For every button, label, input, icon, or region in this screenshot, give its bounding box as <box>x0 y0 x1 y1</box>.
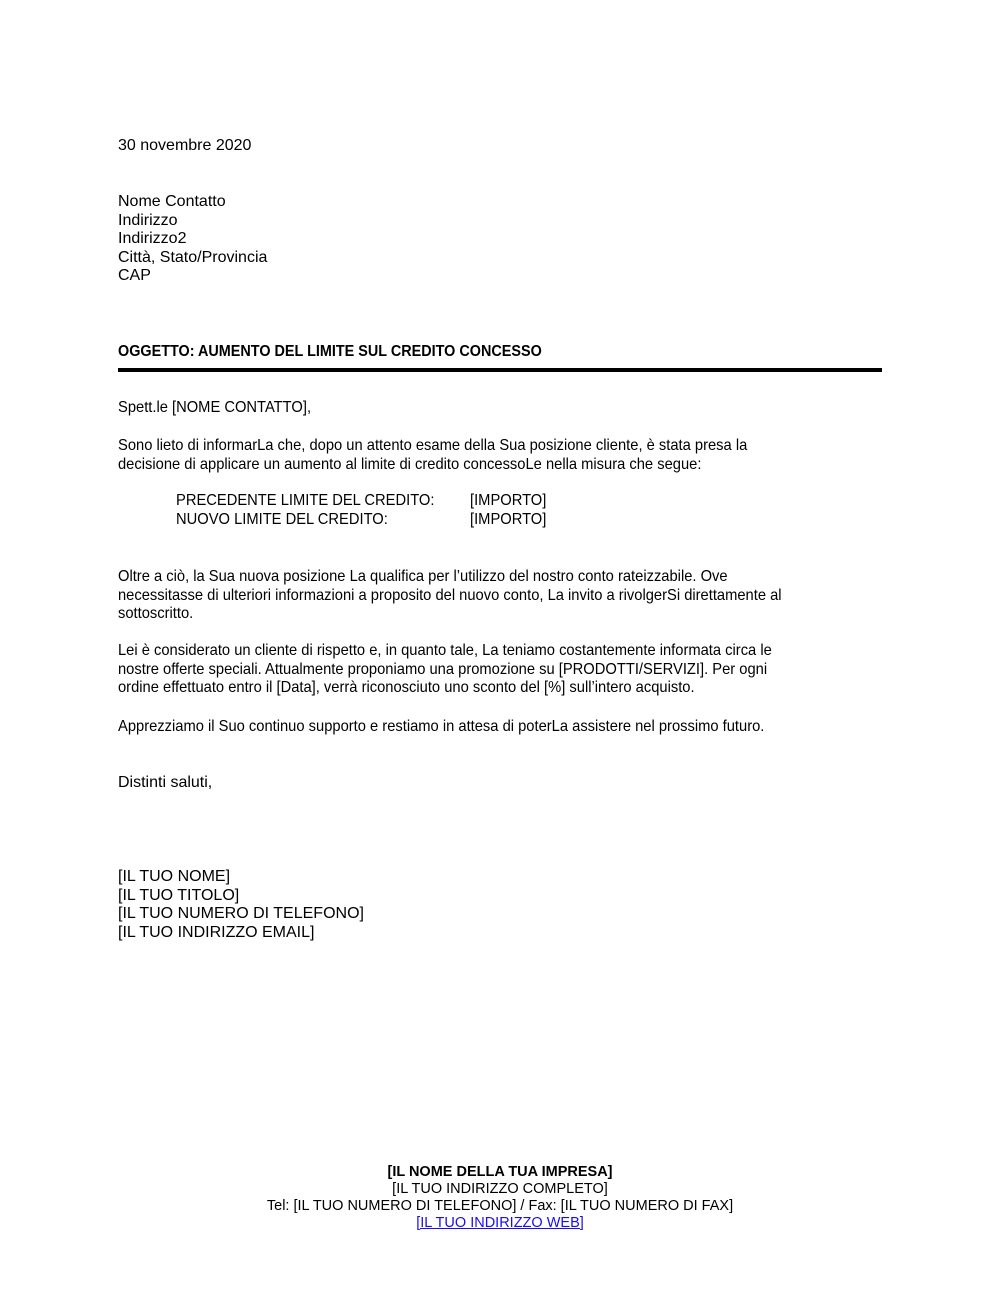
previous-limit-label: PRECEDENTE LIMITE DEL CREDITO: <box>176 492 435 509</box>
recipient-address-line-1: Indirizzo <box>118 211 178 229</box>
recipient-address-block <box>118 193 267 286</box>
paragraph-line: Sono lieto di informarLa che, dopo un attento esame della Sua posizione cliente, è stata presa la <box>118 437 748 454</box>
footer-contact: Tel: [IL TUO NUMERO DI TELEFONO] / Fax: [IL TUO NUMERO DI FAX] <box>266 1198 734 1214</box>
paragraph-line: sottoscritto. <box>118 605 194 622</box>
recipient-city-state: Città, Stato/Provincia <box>118 248 268 266</box>
credit-limit-table <box>176 492 553 529</box>
paragraph-line: ordine effettuato entro il [Data], verrà riconosciuto uno sconto del [%] sull’intero acquisto. <box>118 679 695 696</box>
footer-company-name: [IL NOME DELLA TUA IMPRESA] <box>387 1164 613 1180</box>
closing <box>118 774 212 793</box>
recipient-address-line-2: Indirizzo2 <box>118 230 187 247</box>
subject-text: OGGETTO: AUMENTO DEL LIMITE SUL CREDITO CONCESSO <box>118 343 542 360</box>
paragraph-installment-account <box>118 568 839 624</box>
recipient-name: Nome Contatto <box>118 193 226 210</box>
signature-title: [IL TUO TITOLO] <box>118 886 240 904</box>
paragraph-line: Apprezziamo il Suo continuo supporto e restiamo in attesa di poterLa assistere nel prossimo futuro. <box>118 718 765 735</box>
signature-email: [IL TUO INDIRIZZO EMAIL] <box>118 923 315 941</box>
recipient-postal-code: CAP <box>118 267 151 284</box>
signature-name: [IL TUO NOME] <box>118 868 231 885</box>
paragraph-line: decisione di applicare un aumento al limite di credito concessoLe nella misura che segue: <box>118 455 702 473</box>
previous-limit-value: [IMPORTO] <box>470 492 547 509</box>
subject-line <box>118 343 589 362</box>
signature-phone: [IL TUO NUMERO DI TELEFONO] <box>118 905 364 922</box>
new-limit-label: NUOVO LIMITE DEL CREDITO: <box>176 510 388 528</box>
paragraph-line: nostre offerte speciali. Attualmente proponiamo una promozione su [PRODOTTI/SERVIZI]. Per ogni <box>118 660 768 678</box>
salutation-text: Spett.le [NOME CONTATTO], <box>118 399 312 416</box>
signature-block <box>118 868 364 942</box>
paragraph-line: Oltre a ciò, la Sua nuova posizione La qualifica per l’utilizzo del nostro conto rateizzabile. Ove <box>118 568 728 585</box>
paragraph-promotion <box>118 642 829 698</box>
paragraph-line: Lei è considerato un cliente di rispetto e, in quanto tale, La teniamo costantemente informata circa le <box>118 642 772 659</box>
paragraph-line: necessitasse di ulteriori informazioni a proposito del nuovo conto, La invito a rivolgerSi direttamente al <box>118 586 782 604</box>
paragraph-thanks <box>118 718 821 737</box>
paragraph-intro <box>118 437 802 474</box>
new-limit-value: [IMPORTO] <box>470 510 547 528</box>
credit-row-previous <box>176 492 553 511</box>
footer-address: [IL TUO INDIRIZZO COMPLETO] <box>392 1181 608 1197</box>
footer-website-link[interactable]: [IL TUO INDIRIZZO WEB] <box>416 1215 584 1231</box>
credit-row-new <box>176 511 553 530</box>
letterhead-footer <box>0 1164 1000 1232</box>
subject-divider <box>118 368 882 372</box>
salutation <box>118 399 328 418</box>
letter-date <box>118 137 251 156</box>
closing-text: Distinti saluti, <box>118 774 213 791</box>
date-text: 30 novembre 2020 <box>118 137 252 154</box>
